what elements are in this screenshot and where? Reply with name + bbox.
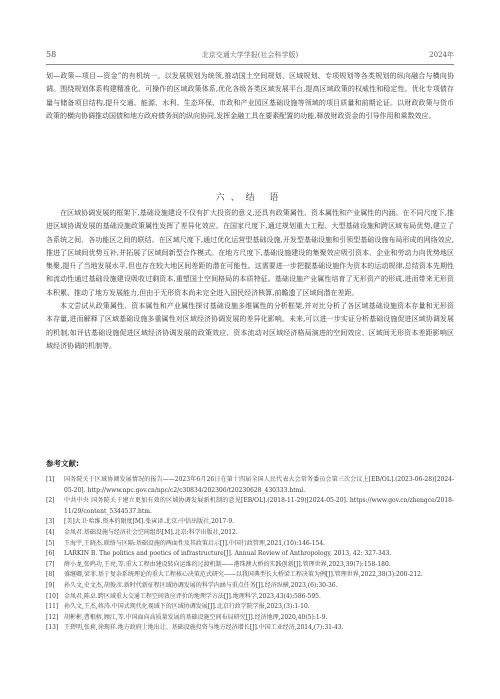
reference-number: [4] [46,528,55,536]
references-list [46,475,454,634]
reference-text: LARKIN B. The politics and poetics of infrastructure[J]. Annual Review of Anthropology, 2013, 42: 327-343. [64,550,392,558]
reference-text: 盛继卿,梁菲.基于复杂系统理论的重大工程核心决策范式研究——以我国典型长大桥梁工程决策为例[J].管理世界,2022,38(3):200-212. [64,571,423,579]
reference-text: 王海宇,王晓杰.联络与区隔:基础设施的两面性及其政策启示[J].中国行政管理,2021,(10):146-154. [64,539,326,547]
reference-item [46,602,454,613]
section-title: 六、结 语 [215,193,285,203]
reference-text: 孙久文,王杰,蒋涛.中国式现代化视域下的区域协调发展[J].北京行政学院学报,2023,(3):1-10. [64,603,310,611]
page-number: 58 [46,50,57,59]
reference-item [46,539,454,550]
journal-year: 2024年 [429,51,454,59]
reference-item [46,570,454,581]
references-title: 参考文献: [46,459,79,468]
reference-text: [美]大卫·哈维.资本的限度[M].张寅译.北京:中信出版社,2017-9. [64,518,235,526]
intro-paragraph: 划—政策—项目—资金”的有机统一。以发展规划为统领,推动国土空间规划、区域规划、专项规划等各类规划的纵向融合与横向协调。围绕规划体系构建精准化、可操作的区域政策体系,优化各级各类区域发展平台,提高区域政策的权威性和稳定性。优化专项债存量与储备项目结构,提升交通、能源、水利、生态环保、市政和产业园区基础设施等领域的项目质量和前期论证。以财政政策与货币政策的横向协调推动国债和地方政府债务间的纵向协同,发挥金融工具在要素配置的功能,释放财政资金的引导作用和乘数效应。 [46,72,454,120]
reference-number: [13] [46,624,59,632]
reference-number: [12] [46,613,59,621]
reference-item [46,592,454,603]
reference-item [46,549,454,560]
running-header [46,50,454,65]
reference-text: 金凤君,陈卓.跨区域重大交通工程空间效应评价的地理学方法[J].地理科学,2023,43(4):586-595. [64,592,321,600]
reference-text: 中共中央 国务院关于建立更加有效的区域协调发展新机制的意见[EB/OL].(2018-11-29)[2024-05-20]. https://www.gov.cn/zhengce/2018-11/29/content_5344537.htm. [64,497,454,515]
reference-item [46,475,454,496]
reference-number: [1] [46,476,55,483]
intro-text-block [46,70,454,123]
reference-item [46,496,454,517]
reference-text: 金凤君.基础设施与经济社会空间组织[M].北京:科学出版社,2012. [64,528,238,536]
reference-text: 王碧明,张莉,徐现祥.地方政府土地出让、基础设施投资与地方经济增长[J].中国工业经济,2014,(7):31-43. [64,624,344,632]
reference-number: [7] [46,560,55,568]
conclusion-text-block [46,207,454,353]
reference-text: 薛小龙,张鸣功,王亮,等.重大工程由建设转向运维的过渡机制——港珠澳大桥的实践创新[J].管理世界,2023,39(7):158-180. [64,560,391,568]
reference-item [46,623,454,634]
reference-item [46,528,454,539]
reference-item [46,581,454,592]
reference-number: [5] [46,539,55,547]
reference-number: [9] [46,581,55,589]
reference-number: [6] [46,550,55,558]
reference-number: [2] [46,497,55,505]
reference-number: [3] [46,518,55,526]
reference-text: 国务院关于区域协调发展情况的报告——2023年6月26日在第十四届全国人民代表大会常务委员会第三次会议上[EB/OL].(2023-06-28)[2024-05-20]. http://www.npc.gov.cn/npc/c2/c30834/202306/t20230628_430333.html. [64,476,454,494]
reference-text: 胡彬彬,曹根榕,顾江,等.中国面向高质量发展的基础设施空间布局研究[J].经济地理,2020,40(5):1-9. [64,613,328,621]
reference-item [46,560,454,571]
journal-name: 北京交通大学学报(社会科学版) [201,51,299,59]
reference-item [46,613,454,624]
conclusion-paragraph-1: 在区域协调发展的框架下,基础设施建设不仅有扩大投资的意义,还具有政策属性、资本属性和产业属性的内涵。在不同尺度下,推进区域协调发展的基础设施政策属性发挥了差异化效应。在国家尺度下,通过规划重大工程、大型基础设施和跨区域布局优势,建立了各系统之间、各功能区之间的联结。在区域尺度下,通过优化运营型基础设施,开发型基础设施和引领型基础设施布局形成的网络效应,推进了区域间优势互补,并拓展了区域间新型合作模式。在地方尺度下,基础设施建设的集聚效应吸引资本、企业和劳动力向优势地区集聚,提升了当地发展水平,但也存在较大地区间差距的潜在可能性。这需要进一步把握基础设施作为资本的运动规律,总结资本先期性和流动性通过基础设施建设吸收过剩资本,重塑国土空间格局的本质特征。基础设施产业属性培育了无形资产的形成,进而带来无形资本积累、推动了地方发展能力,但由于无形资本尚未完全进入国民经济核算,前瞻遗了区域间潜在差距。 [46,209,454,297]
reference-item [46,517,454,528]
reference-number: [8] [46,571,55,579]
reference-number: [11] [46,603,59,611]
reference-number: [10] [46,592,59,600]
conclusion-paragraph-2: 本文尝试从政策属性、资本属性和产业属性探讨基础设施多维属性的分析框架,并对比分析了各区域基础设施资本存量和无形资本存量,进而解释了区域基础设施多重属性对区域经济协调发展的差异化影响。未来,可以进一步实证分析基础设施促进区域协调发展的机制,如评估基础设施促进区域经济协调发展的政策效应、资本流动对区域经济格局演进的空间效应、区域间无形资本差距影响区域经济协调的机制等。 [46,302,454,350]
reference-text: 孙久文,史文杰,胡俊彦.新时代新征程区域协调发展的科学内涵与重点任务[J].经济纵横,2023,(6):30-36. [64,581,338,589]
